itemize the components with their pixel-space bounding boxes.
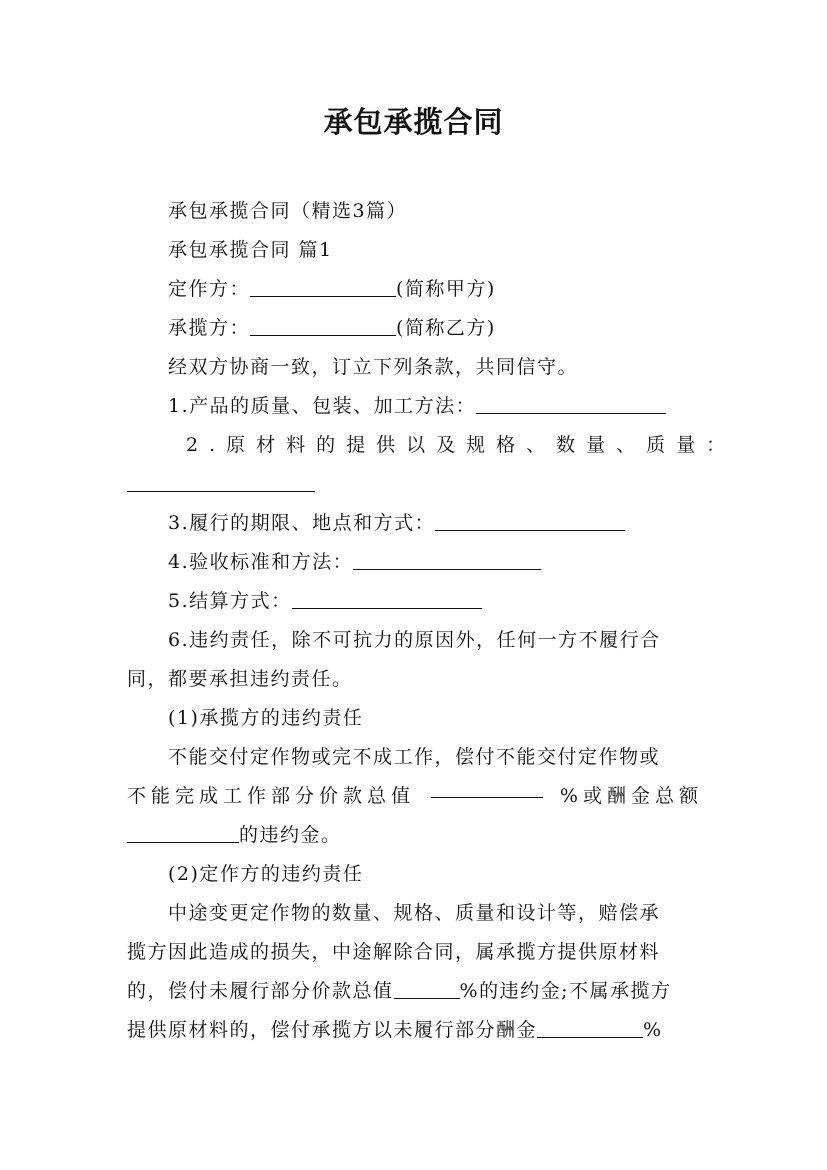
clause-5-text: 5.结算方式： [168,590,292,612]
subclause-1-heading: (1)承揽方的违约责任 [168,707,364,729]
paragraph-line: 中途变更定作物的数量、规格、质量和设计等，赔偿承 [168,902,661,924]
clause-3 [168,504,703,542]
document-title: 承包承揽合同 [323,105,504,139]
clause-1-text: 1.产品的质量、包装、加工方法： [168,395,477,417]
penalty-text: 提供原材料的，偿付承揽方以未履行部分酬金 [127,1019,538,1041]
penalty-text: 的，偿付未履行部分价款总值 [127,980,394,1002]
clause-4-text: 4.验收标准和方法： [168,551,354,573]
paragraph-line [127,972,703,1010]
clause-3-text: 3.履行的期限、地点和方式： [168,512,436,534]
clause-4-blank[interactable] [353,549,541,570]
paragraph-line: 不能交付定作物或完不成工作，偿付不能交付定作物或 [168,746,661,768]
penalty-text-2: % [643,1019,663,1041]
unfulfilled-percent-blank[interactable] [394,978,460,999]
party-b-note: (简称乙方) [396,317,496,339]
clause-5-blank[interactable] [292,588,482,609]
agreement-line: 经双方协商一致，订立下列条款，共同信守。 [168,356,579,378]
clause-5 [168,582,703,620]
clause-4 [168,543,703,581]
penalty-text-2: %的违约金;不属承揽方 [459,980,672,1002]
party-b-blank[interactable] [250,315,396,336]
subclause-2-heading: (2)定作方的违约责任 [168,863,364,885]
clause-2-text: 2.原材料的提供以及规格、数量、质量： [186,434,737,456]
clause-6-continuation: 同，都要承担违约责任。 [127,668,353,690]
penalty-text-3: 的违约金。 [239,824,342,846]
clause-1 [168,387,703,425]
paragraph-line [127,777,703,815]
party-a-note: (简称甲方) [396,278,496,300]
clause-6: 6.违约责任，除不可抗力的原因外，任何一方不履行合 [168,629,661,651]
paragraph-line [127,816,703,854]
party-b-label: 承揽方： [168,317,251,339]
clause-2 [186,426,737,464]
party-a-line [168,270,703,308]
section-heading: 承包承揽合同 篇1 [168,239,333,261]
clause-2-blank[interactable] [127,471,315,492]
clause-3-blank[interactable] [435,510,625,531]
party-a-blank[interactable] [250,276,396,297]
penalty-amount-blank[interactable] [127,822,239,843]
remuneration-percent-blank[interactable] [537,1017,643,1038]
penalty-text: 不能完成工作部分价款总值 [127,785,416,807]
subtitle-line: 承包承揽合同（精选3篇） [168,200,408,222]
penalty-text-2: %或酬金总额 [559,785,703,807]
clause-1-blank[interactable] [476,393,666,414]
paragraph-line [127,1011,703,1049]
penalty-percent-blank[interactable] [431,777,543,798]
party-a-label: 定作方： [168,278,251,300]
party-b-line [168,309,703,347]
clause-2-continuation [127,465,703,503]
paragraph-line: 揽方因此造成的损失，中途解除合同，属承揽方提供原材料 [127,941,661,963]
